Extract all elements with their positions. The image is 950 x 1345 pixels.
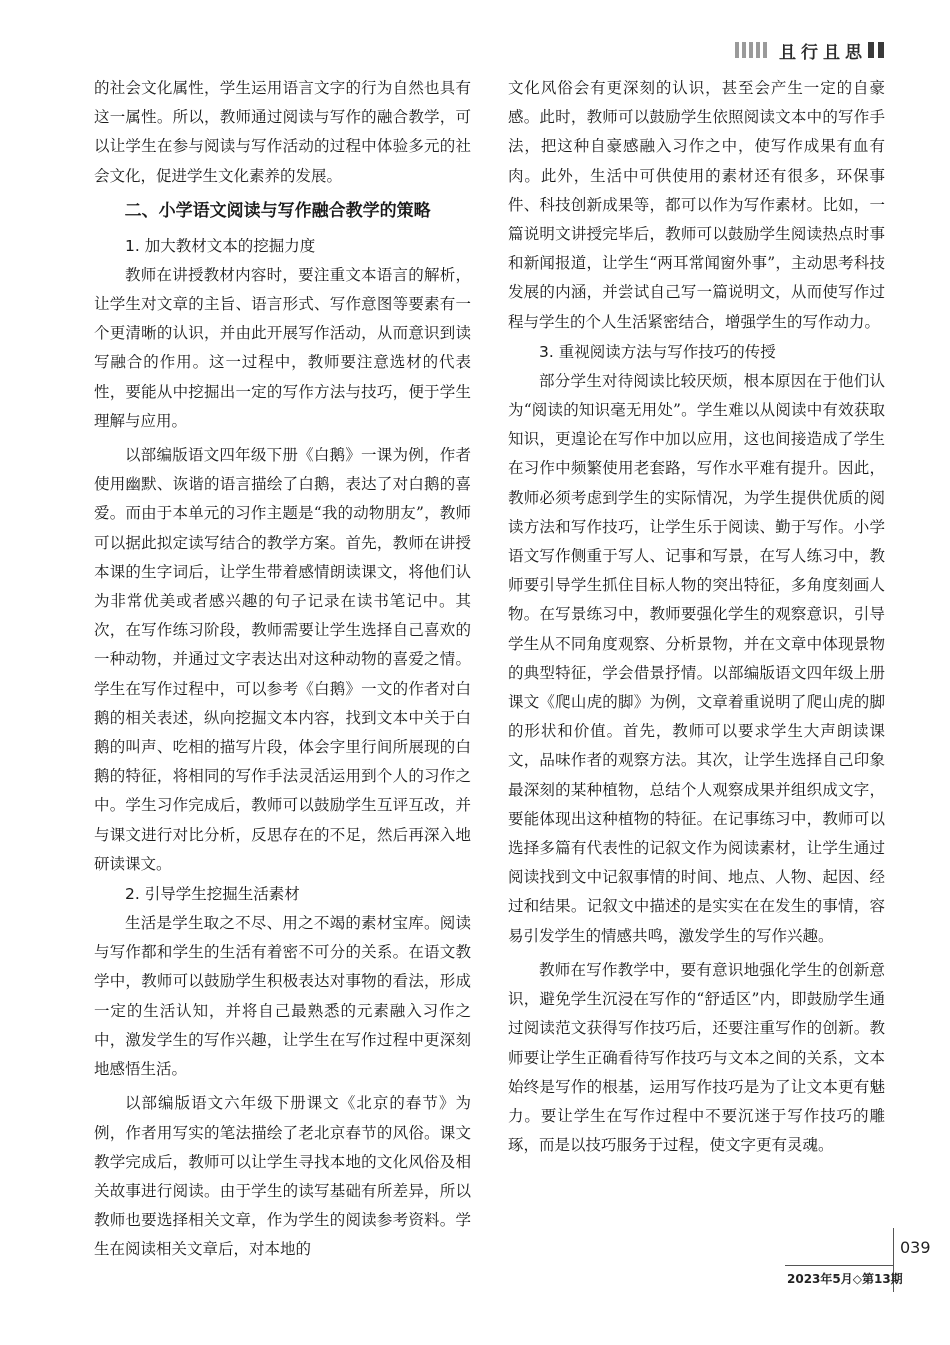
subsection-heading: 1. 加大教材文本的挖掘力度 [125, 236, 316, 255]
paragraph: 的社会文化属性，学生运用语言文字的行为自然也具有这一属性。所以，教师通过阅读与写作的融合教学，可以让学生在参与阅读与写作活动的过程中体验多元的社会文化，促进学生文化素养的发展。 [94, 79, 471, 185]
right-column [508, 74, 885, 1160]
subsection-heading: 2. 引导学生挖掘生活素材 [125, 885, 300, 904]
header-bar-decoration [742, 42, 746, 58]
header-bar-decoration [868, 42, 874, 58]
section-heading: 二、小学语文阅读与写作融合教学的策略 [124, 200, 431, 221]
paragraph: 教师在讲授教材内容时，要注重文本语言的解析，让学生对文章的主旨、语言形式、写作意图等要素有一个更清晰的认识，并由此开展写作活动，从而意识到读写融合的作用。这一过程中，教师要注意选材的代表性，要能从中挖掘出一定的写作方法与技巧，便于学生理解与应用。 [94, 265, 471, 430]
footer-divider-horizontal [785, 1265, 893, 1266]
header-bar-decoration [735, 42, 739, 58]
header-bar-decoration [749, 42, 753, 58]
issue-info: 2023年5月◇第13期 [787, 1272, 903, 1286]
header-bar-decoration [878, 42, 884, 58]
paragraph: 以部编版语文六年级下册课文《北京的春节》为例，作者用写实的笔法描绘了老北京春节的风俗。课文教学完成后，教师可以让学生寻找本地的文化风俗及相关故事进行阅读。由于学生的读写基础有所差异，所以教师也要选择相关文章，作为学生的阅读参考资料。学生在阅读相关文章后，对本地的 [94, 1094, 471, 1259]
page-number: 039 [900, 1238, 931, 1257]
left-column [94, 74, 471, 1265]
paragraph: 文化风俗会有更深刻的认识，甚至会产生一定的自豪感。此时，教师可以鼓励学生依照阅读文本中的写作手法，把这种自豪感融入习作之中，使写作成果有血有肉。此外，生活中可供使用的素材还有很多，环保事件、科技创新成果等，都可以作为写作素材。比如，一篇说明文讲授完毕后，教师可以鼓励学生阅读热点时事和新闻报道，让学生“两耳常闻窗外事”，主动思考科技发展的内涵，并尝试自己写一篇说明文，从而使写作过程与学生的个人生活紧密结合，增强学生的写作动力。 [508, 79, 885, 331]
paragraph: 部分学生对待阅读比较厌烦，根本原因在于他们认为“阅读的知识毫无用处”。学生难以从阅读中有效获取知识，更遑论在写作中加以应用，这也间接造成了学生在习作中频繁使用老套路，写作水平难有提升。因此，教师必须考虑到学生的实际情况，为学生提供优质的阅读方法和写作技巧，让学生乐于阅读、勤于写作。小学语文写作侧重于写人、记事和写景，在写人练习中，教师要引导学生抓住目标人物的突出特征，多角度刻画人物。在写景练习中，教师要强化学生的观察意识，引导学生从不同角度观察、分析景物，并在文章中体现景物的典型特征，学会借景抒情。以部编版语文四年级上册课文《爬山虎的脚》为例，文章着重说明了爬山虎的脚的形状和价值。首先，教师可以要求学生大声朗读课文，品味作者的观察方法。其次，让学生选择自己印象最深刻的某种植物，总结个人观察成果并组织成文字，要能体现出这种植物的特征。在记事练习中，教师可以选择多篇有代表性的记叙文作为阅读素材，让学生通过阅读找到文中记叙事情的时间、地点、人物、起因、经过和结果。记叙文中描述的是实实在在发生的事情，容易引发学生的情感共鸣，激发学生的写作兴趣。 [508, 371, 885, 945]
subsection-heading: 3. 重视阅读方法与写作技巧的传授 [539, 342, 776, 361]
running-header [735, 40, 935, 62]
paragraph: 教师在写作教学中，要有意识地强化学生的创新意识，避免学生沉浸在写作的“舒适区”内，即鼓励学生通过阅读范文获得写作技巧后，还要注重写作的创新。教师要让学生正确看待写作技巧与文本之间的关系，文本始终是写作的根基，运用写作技巧是为了让文本更有魅力。要让学生在写作过程中不要沉迷于写作技巧的雕琢，而是以技巧服务于过程，使文字更有灵魂。 [508, 960, 885, 1155]
paragraph: 生活是学生取之不尽、用之不竭的素材宝库。阅读与写作都和学生的生活有着密不可分的关系。在语文教学中，教师可以鼓励学生积极表达对事物的看法，形成一定的生活认知，并将自己最熟悉的元素融入习作之中，激发学生的写作兴趣，让学生在写作过程中更深刻地感悟生活。 [94, 914, 471, 1079]
paragraph: 以部编版语文四年级下册《白鹅》一课为例，作者使用幽默、诙谐的语言描绘了白鹅，表达了对白鹅的喜爱。而由于本单元的习作主题是“我的动物朋友”，教师可以据此拟定读写结合的教学方案。首先，教师在讲授本课的生字词后，让学生带着感情朗读课文，将他们认为非常优美或者感兴趣的句子记录在读书笔记中。其次，在写作练习阶段，教师需要让学生选择自己喜欢的一种动物，并通过文字表达出对这种动物的喜爱之情。学生在写作过程中，可以参考《白鹅》一文的作者对白鹅的相关表述，纵向挖掘文本内容，找到文本中关于白鹅的叫声、吃相的描写片段，体会字里行间所展现的白鹅的特征，将相同的写作手法灵活运用到个人的习作之中。学生习作完成后，教师可以鼓励学生互评互改，并与课文进行对比分析，反思存在的不足，然后再深入地研读课文。 [94, 446, 471, 873]
column-title: 且行且思 [779, 43, 867, 63]
header-bar-decoration [756, 42, 760, 58]
header-bar-decoration [763, 42, 767, 58]
